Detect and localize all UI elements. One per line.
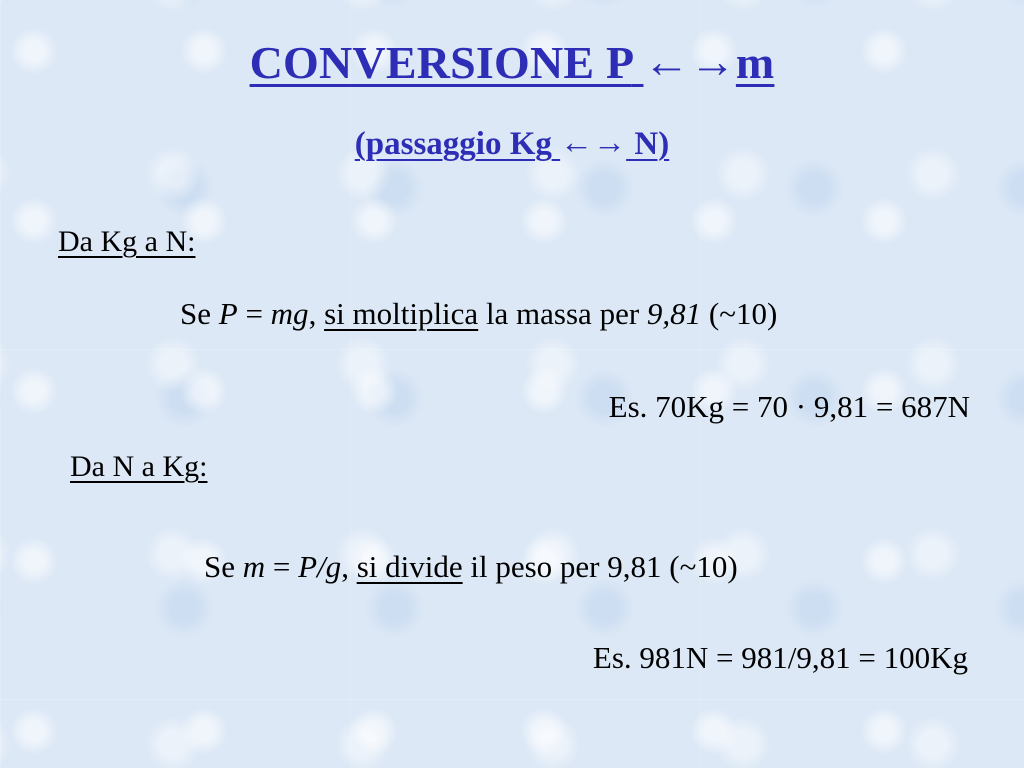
section-kg-to-n-label: Da Kg a N: — [58, 225, 196, 258]
rule1-rest: la massa per — [485, 296, 640, 331]
slide-subtitle — [0, 126, 1024, 163]
rule2-se: Se — [204, 549, 235, 584]
rule1-value: 9,81 — [646, 296, 702, 331]
section-n-to-kg-label: Da N a Kg: — [70, 450, 208, 483]
rule1-se: Se — [180, 296, 211, 331]
rule2-m: m — [242, 549, 266, 584]
example-n-to-kg: Es. 981N = 981/9,81 = 100Kg — [592, 640, 968, 675]
subtitle-suffix: N) — [634, 126, 670, 162]
rule1-si-moltiplica: si moltiplica — [324, 296, 479, 331]
rule2-comma: , — [341, 549, 349, 584]
rule-n-to-kg — [204, 549, 738, 585]
rule1-equals: = — [245, 296, 263, 331]
rule1-approx: (~10) — [708, 296, 778, 331]
example-kg-to-n: Es. 70Kg = 70 · 9,81 = 687N — [608, 389, 970, 424]
rule2-equals: = — [272, 549, 291, 584]
rule2-pg: P/g — [298, 549, 342, 584]
rule-kg-to-n — [180, 296, 777, 332]
rule2-si-divide: si divide — [356, 549, 463, 584]
rule1-comma: , — [308, 296, 317, 331]
title-suffix: m — [735, 37, 775, 88]
subtitle-prefix: (passaggio Kg — [354, 126, 552, 162]
rule1-mg: mg — [270, 296, 309, 331]
title-left-right-arrow-icon: ←→ — [643, 36, 736, 87]
rule2-rest: il peso per 9,81 (~10) — [470, 549, 738, 584]
subtitle-left-right-arrow-icon: ←→ — [560, 125, 627, 161]
title-prefix: CONVERSIONE P — [249, 37, 632, 88]
slide-title — [0, 36, 1024, 89]
rule1-p: P — [218, 296, 238, 331]
